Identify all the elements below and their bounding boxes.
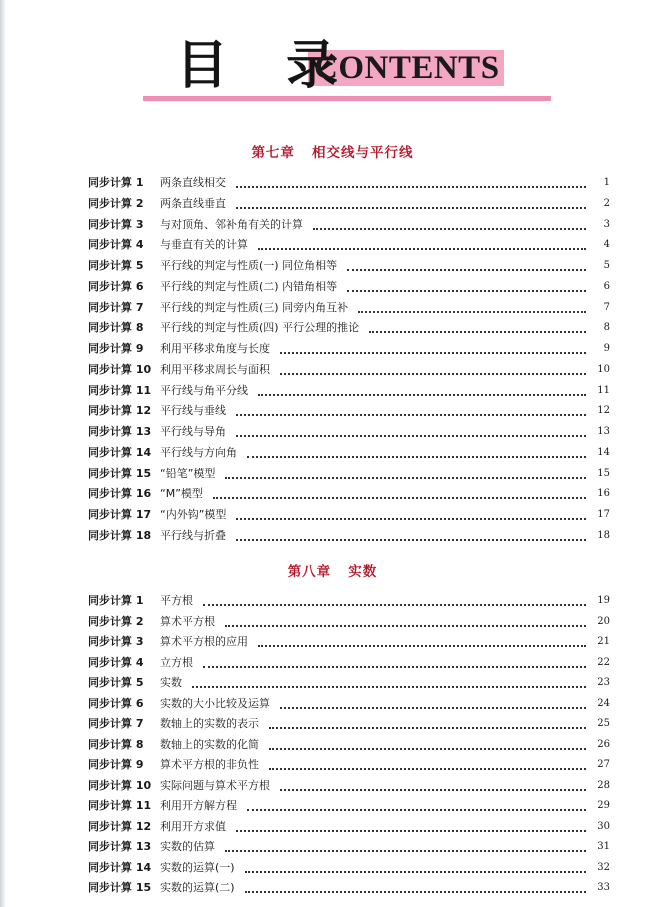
entry-number: 同步计算 15 xyxy=(88,881,152,894)
dot-leader xyxy=(245,869,586,873)
dot-leader xyxy=(236,184,586,188)
entry-page-number: 28 xyxy=(597,779,610,791)
entry-number: 同步计算 8 xyxy=(88,737,144,751)
entry-number: 同步计算 2 xyxy=(88,614,144,628)
dot-leader xyxy=(192,684,586,688)
entry-title: 平行线的判定与性质(四) 平行公理的推论 xyxy=(160,321,360,335)
entry-number: 同步计算 17 xyxy=(88,508,152,521)
entry-page-number: 16 xyxy=(597,488,610,500)
dot-leader xyxy=(203,664,586,668)
entry-page-number: 30 xyxy=(597,820,610,832)
dot-leader xyxy=(245,889,586,893)
entry-title: 平行线与折叠 xyxy=(160,528,226,542)
toc-header xyxy=(0,0,665,110)
entry-title: “M”模型 xyxy=(160,487,203,501)
entry-title: 平行线与垂线 xyxy=(160,404,226,418)
entry-title: 与垂直有关的计算 xyxy=(160,238,248,252)
dot-leader xyxy=(213,495,586,499)
entry-number: 同步计算 13 xyxy=(88,840,152,853)
dot-leader xyxy=(236,433,586,437)
entry-page-number: 25 xyxy=(597,718,610,729)
entry-page-number: 11 xyxy=(597,384,610,396)
entry-page-number: 22 xyxy=(597,656,610,668)
toc-entry[interactable] xyxy=(88,527,610,545)
entry-title: 平行线与角平分线 xyxy=(160,383,248,397)
page-edge-shadow xyxy=(0,0,6,907)
entry-page-number: 13 xyxy=(597,426,610,437)
dot-leader xyxy=(236,537,586,541)
toc-entry[interactable] xyxy=(88,715,610,733)
entry-page-number: 8 xyxy=(603,322,610,334)
toc-entry[interactable] xyxy=(88,340,610,358)
page-title-chinese: 目 录 xyxy=(176,36,359,96)
dot-leader xyxy=(236,412,586,416)
toc-entry[interactable] xyxy=(88,485,610,503)
entry-page-number: 17 xyxy=(597,509,610,520)
dot-leader xyxy=(225,623,586,627)
entry-page-number: 7 xyxy=(603,301,610,313)
entry-title: 算术平方根的非负性 xyxy=(160,758,259,771)
entry-number: 同步计算 5 xyxy=(88,676,144,689)
dot-leader xyxy=(369,329,586,333)
toc-entry[interactable] xyxy=(88,654,610,672)
entry-number: 同步计算 2 xyxy=(88,196,144,210)
entry-page-number: 2 xyxy=(603,197,610,209)
entry-page-number: 23 xyxy=(597,677,610,688)
entry-title: 利用开方求值 xyxy=(160,819,226,833)
toc-entry[interactable] xyxy=(88,777,610,795)
toc-entry[interactable] xyxy=(88,818,610,836)
entry-page-number: 24 xyxy=(597,697,610,709)
dot-leader xyxy=(225,848,586,852)
toc-entry[interactable] xyxy=(88,879,610,897)
toc-entry[interactable] xyxy=(88,859,610,877)
toc-entry[interactable] xyxy=(88,216,610,234)
toc-entry[interactable] xyxy=(88,278,610,296)
entry-title: 两条直线相交 xyxy=(160,176,226,189)
entry-page-number: 12 xyxy=(597,405,610,417)
entry-number: 同步计算 9 xyxy=(88,342,144,355)
entry-title: 利用开方解方程 xyxy=(160,799,237,812)
entry-number: 同步计算 8 xyxy=(88,321,144,335)
entry-title: 两条直线垂直 xyxy=(160,196,226,210)
entry-number: 同步计算 1 xyxy=(88,594,144,607)
entry-page-number: 9 xyxy=(603,343,610,354)
title-underline xyxy=(143,96,551,101)
entry-number: 同步计算 3 xyxy=(88,217,144,231)
entry-page-number: 15 xyxy=(597,467,610,479)
toc-entry[interactable] xyxy=(88,674,610,692)
entry-number: 同步计算 12 xyxy=(88,404,152,418)
entry-title: 平方根 xyxy=(160,594,193,607)
toc-entry[interactable] xyxy=(88,797,610,815)
dot-leader xyxy=(236,205,586,209)
entry-page-number: 5 xyxy=(603,260,610,271)
entry-title: 算术平方根的应用 xyxy=(160,635,248,648)
entry-title: 平行线与导角 xyxy=(160,425,226,438)
toc-entry[interactable] xyxy=(88,838,610,856)
entry-number: 同步计算 14 xyxy=(88,860,152,874)
entry-number: 同步计算 15 xyxy=(88,466,152,480)
toc-entry[interactable] xyxy=(88,236,610,254)
dot-leader xyxy=(236,516,586,520)
entry-title: “内外钩”模型 xyxy=(160,508,227,521)
dot-leader xyxy=(225,475,586,479)
entry-number: 同步计算 1 xyxy=(88,176,144,189)
entry-title: 利用平移求角度与长度 xyxy=(160,342,270,355)
entry-title: 利用平移求周长与面积 xyxy=(160,362,270,376)
dot-leader xyxy=(269,766,586,770)
entry-number: 同步计算 4 xyxy=(88,238,144,252)
toc-entry[interactable] xyxy=(88,319,610,337)
entry-page-number: 33 xyxy=(597,882,610,893)
dot-leader xyxy=(269,746,586,750)
entry-title: 实数 xyxy=(160,676,182,689)
toc-entry[interactable] xyxy=(88,444,610,462)
dot-leader xyxy=(280,350,586,354)
entry-title: 平行线与方向角 xyxy=(160,445,237,459)
entry-number: 同步计算 6 xyxy=(88,279,144,293)
toc-entry[interactable] xyxy=(88,257,610,275)
entry-title: 平行线的判定与性质(一) 同位角相等 xyxy=(160,259,338,272)
entry-page-number: 31 xyxy=(597,841,610,852)
toc-entry[interactable] xyxy=(88,506,610,524)
dot-leader xyxy=(313,226,586,230)
dot-leader xyxy=(347,288,586,292)
dot-leader xyxy=(269,725,586,729)
entry-number: 同步计算 11 xyxy=(88,383,152,397)
dot-leader xyxy=(280,371,586,375)
entry-title: 平行线的判定与性质(二) 内错角相等 xyxy=(160,279,338,293)
entry-title: 立方根 xyxy=(160,655,193,669)
entry-title: “铅笔”模型 xyxy=(160,466,216,480)
entry-page-number: 6 xyxy=(603,280,610,292)
entry-page-number: 14 xyxy=(597,446,610,458)
entry-number: 同步计算 3 xyxy=(88,635,144,648)
dot-leader xyxy=(258,246,586,250)
entry-page-number: 10 xyxy=(597,363,610,375)
entry-page-number: 4 xyxy=(603,239,610,251)
entry-number: 同步计算 7 xyxy=(88,717,144,730)
entry-page-number: 18 xyxy=(597,529,610,541)
entry-page-number: 20 xyxy=(597,615,610,627)
entry-number: 同步计算 7 xyxy=(88,300,144,314)
entry-number: 同步计算 6 xyxy=(88,696,144,710)
entry-page-number: 26 xyxy=(597,738,610,750)
entry-page-number: 21 xyxy=(597,636,610,647)
entry-title: 数轴上的实数的化简 xyxy=(160,737,259,751)
dot-leader xyxy=(358,309,586,313)
entry-page-number: 1 xyxy=(603,177,610,188)
page-title-english: CONTENTS xyxy=(314,50,500,86)
dot-leader xyxy=(258,643,586,647)
dot-leader xyxy=(347,267,586,271)
entry-title: 算术平方根 xyxy=(160,614,215,628)
entry-number: 同步计算 10 xyxy=(88,362,152,376)
entry-page-number: 19 xyxy=(597,595,610,606)
entry-title: 实数的大小比较及运算 xyxy=(160,696,270,710)
dot-leader xyxy=(236,828,586,832)
chapter-heading-8: 第八章 实数 xyxy=(287,564,378,580)
dot-leader xyxy=(258,392,586,396)
entry-page-number: 27 xyxy=(597,759,610,770)
entry-title: 实数的估算 xyxy=(160,840,215,853)
toc-entry[interactable] xyxy=(88,736,610,754)
entry-title: 平行线的判定与性质(三) 同旁内角互补 xyxy=(160,300,349,314)
toc-entry[interactable] xyxy=(88,613,610,631)
toc-entry[interactable] xyxy=(88,299,610,317)
entry-number: 同步计算 9 xyxy=(88,758,144,771)
toc-entry[interactable] xyxy=(88,423,610,441)
entry-number: 同步计算 10 xyxy=(88,778,152,792)
entry-title: 实数的运算(一) xyxy=(160,860,235,874)
toc-entry[interactable] xyxy=(88,174,610,192)
dot-leader xyxy=(280,787,586,791)
entry-number: 同步计算 4 xyxy=(88,655,144,669)
toc-entry[interactable] xyxy=(88,695,610,713)
entry-number: 同步计算 18 xyxy=(88,528,152,542)
entry-title: 实数的运算(二) xyxy=(160,881,235,894)
entry-title: 与对顶角、邻补角有关的计算 xyxy=(160,217,303,231)
entry-number: 同步计算 16 xyxy=(88,487,152,501)
toc-entry[interactable] xyxy=(88,382,610,400)
entry-title: 数轴上的实数的表示 xyxy=(160,717,259,730)
entry-number: 同步计算 12 xyxy=(88,819,152,833)
dot-leader xyxy=(280,705,586,709)
entry-number: 同步计算 11 xyxy=(88,799,152,812)
toc-entry[interactable] xyxy=(88,465,610,483)
toc-entry[interactable] xyxy=(88,592,610,610)
entry-page-number: 3 xyxy=(603,218,610,230)
toc-entry[interactable] xyxy=(88,633,610,651)
entry-number: 同步计算 14 xyxy=(88,445,152,459)
dot-leader xyxy=(247,454,586,458)
toc-entry[interactable] xyxy=(88,195,610,213)
entry-number: 同步计算 5 xyxy=(88,259,144,272)
toc-entry[interactable] xyxy=(88,756,610,774)
entry-page-number: 29 xyxy=(597,800,610,811)
entry-page-number: 32 xyxy=(597,861,610,873)
entry-title: 实际问题与算术平方根 xyxy=(160,778,270,792)
dot-leader xyxy=(247,807,586,811)
toc-entry[interactable] xyxy=(88,402,610,420)
chapter-heading-7: 第七章 相交线与平行线 xyxy=(251,145,414,161)
dot-leader xyxy=(203,602,586,606)
toc-entry[interactable] xyxy=(88,361,610,379)
entry-number: 同步计算 13 xyxy=(88,425,152,438)
